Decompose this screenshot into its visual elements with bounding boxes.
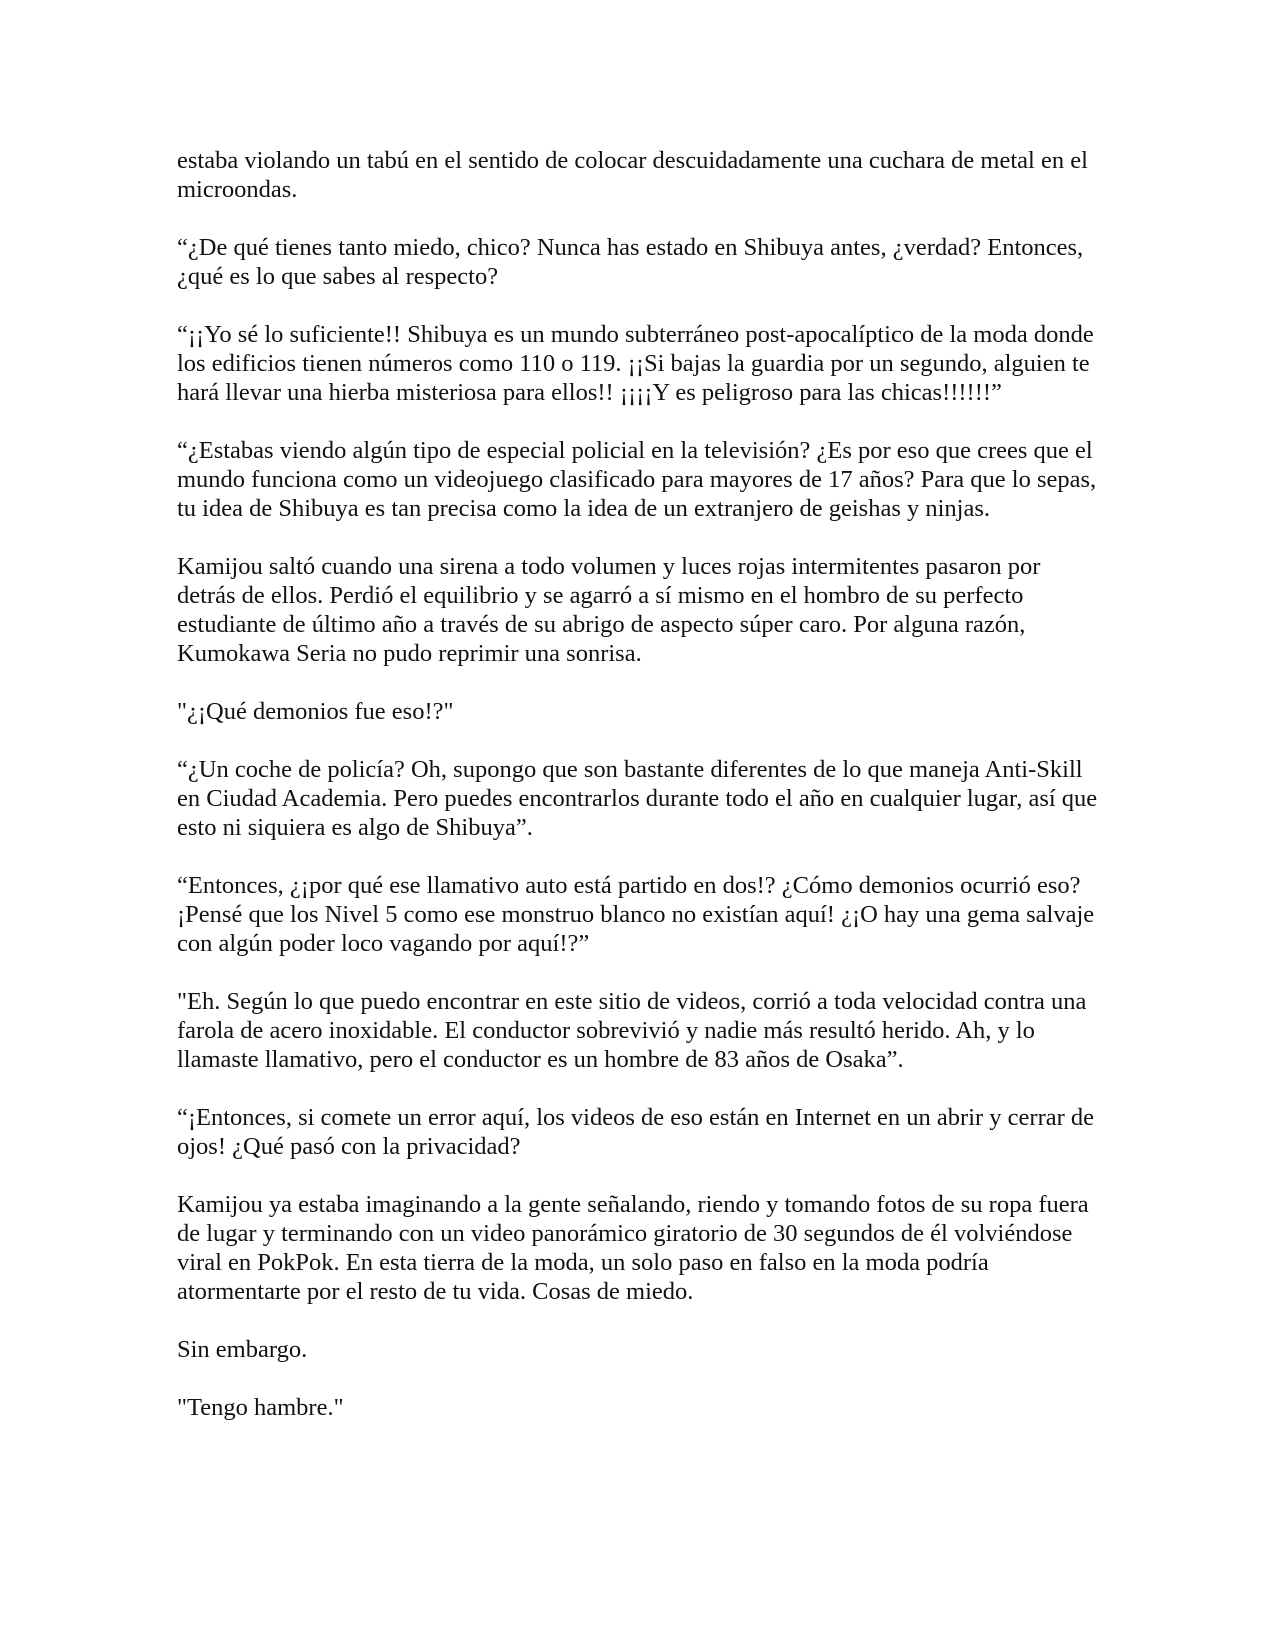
paragraph-13: "Tengo hambre." [177, 1394, 344, 1421]
paragraph-7: “¿Un coche de policía? Oh, supongo que son bastante diferentes de lo que maneja Anti-Skill en Ciudad Academia. Pero puedes encontrarlos durante todo el año en cualquier lugar, así que esto ni siquiera es algo de Shibuya”. [177, 756, 1098, 841]
paragraph-5: Kamijou saltó cuando una sirena a todo volumen y luces rojas intermitentes pasaron por detrás de ellos. Perdió el equilibrio y se agarró a sí mismo en el hombro de su perfecto estudiante de último año a través de su abrigo de aspecto súper caro. Por alguna razón, Kumokawa Seria no pudo reprimir una sonrisa. [177, 553, 1041, 667]
paragraph-2: “¿De qué tienes tanto miedo, chico? Nunca has estado en Shibuya antes, ¿verdad? Entonces, ¿qué es lo que sabes al respecto? [177, 234, 1084, 290]
paragraph-10: “¡Entonces, si comete un error aquí, los videos de eso están en Internet en un abrir y cerrar de ojos! ¿Qué pasó con la privacidad? [177, 1104, 1095, 1160]
paragraph-3: “¡¡Yo sé lo suficiente!! Shibuya es un mundo subterráneo post-apocalíptico de la moda donde los edificios tienen números como 110 o 119. ¡¡Si bajas la guardia por un segundo, alguien te hará llevar una hierba misteriosa para ellos!! ¡¡¡¡Y es peligroso para las chicas!!!!!!” [177, 321, 1094, 406]
document-body [177, 146, 1102, 1451]
paragraph-9: "Eh. Según lo que puedo encontrar en este sitio de videos, corrió a toda velocidad contra una farola de acero inoxidable. El conductor sobrevivió y nadie más resultó herido. Ah, y lo llamaste llamativo, pero el conductor es un hombre de 83 años de Osaka”. [177, 988, 1087, 1073]
paragraph-6: "¿¡Qué demonios fue eso!?" [177, 698, 454, 725]
paragraph-12: Sin embargo. [177, 1336, 308, 1363]
paragraph-8: “Entonces, ¿¡por qué ese llamativo auto está partido en dos!? ¿Cómo demonios ocurrió eso? ¡Pensé que los Nivel 5 como ese monstruo blanco no existían aquí! ¿¡O hay una gema salvaje con algún poder loco vagando por aquí!?” [177, 872, 1095, 957]
paragraph-1: estaba violando un tabú en el sentido de colocar descuidadamente una cuchara de metal en el microondas. [177, 147, 1088, 203]
paragraph-11: Kamijou ya estaba imaginando a la gente señalando, riendo y tomando fotos de su ropa fuera de lugar y terminando con un video panorámico giratorio de 30 segundos de él volviéndose viral en PokPok. En esta tierra de la moda, un solo paso en falso en la moda podría atormentarte por el resto de tu vida. Cosas de miedo. [177, 1191, 1089, 1305]
paragraph-4: “¿Estabas viendo algún tipo de especial policial en la televisión? ¿Es por eso que crees que el mundo funciona como un videojuego clasificado para mayores de 17 años? Para que lo sepas, tu idea de Shibuya es tan precisa como la idea de un extranjero de geishas y ninjas. [177, 437, 1097, 522]
